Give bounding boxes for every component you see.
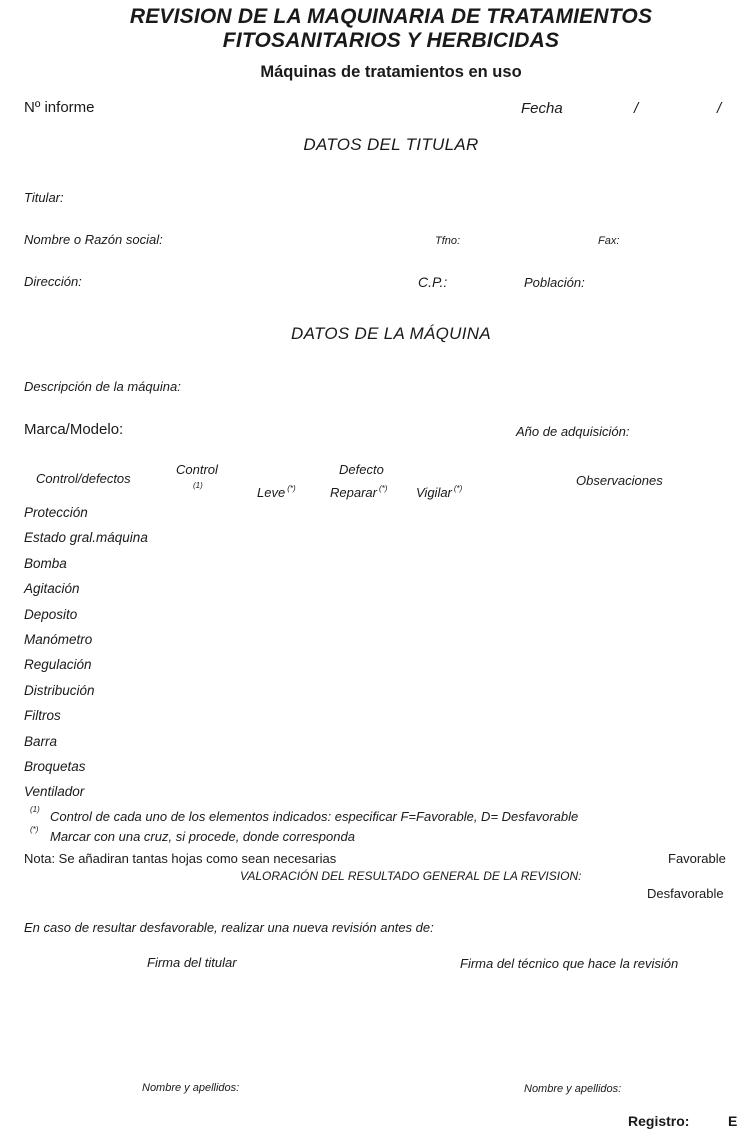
- column-defecto: Defecto: [339, 462, 384, 477]
- column-observaciones: Observaciones: [576, 473, 663, 488]
- desfavorable-option: Desfavorable: [647, 886, 724, 901]
- column-reparar: Reparar (*): [330, 484, 388, 500]
- registro-value: E: [728, 1113, 738, 1129]
- valoracion-label: VALORACIÓN DEL RESULTADO GENERAL DE LA REVISION:: [240, 869, 582, 883]
- list-item: Distribución: [24, 683, 95, 698]
- note2-mark: (*): [30, 825, 39, 834]
- column-control: Control: [176, 462, 218, 477]
- note1-mark: (1): [30, 805, 40, 814]
- document-title-line1: REVISION DE LA MAQUINARIA DE TRATAMIENTOS: [129, 5, 653, 28]
- firma-tecnico-label: Firma del técnico que hace la revisión: [460, 956, 679, 971]
- column-vigilar: Vigilar (*): [416, 484, 463, 500]
- nueva-revision-label: En caso de resultar desfavorable, realizar una nueva revisión antes de:: [24, 920, 434, 935]
- maquina-section-heading: DATOS DE LA MÁQUINA: [291, 324, 491, 343]
- list-item: Ventilador: [24, 784, 85, 799]
- date-separator: /: [717, 100, 722, 117]
- list-item: Barra: [24, 734, 58, 749]
- column-control-note: (1): [193, 481, 203, 490]
- favorable-option: Favorable: [668, 851, 726, 866]
- poblacion-label: Población:: [524, 275, 585, 290]
- list-item: Protección: [24, 505, 88, 520]
- list-item: Broquetas: [24, 759, 86, 774]
- nombre-tecnico-label: Nombre y apellidos:: [524, 1083, 622, 1095]
- cp-label: C.P.:: [418, 274, 448, 290]
- list-item: Filtros: [24, 708, 61, 723]
- fecha-label: Fecha: [521, 100, 563, 117]
- direccion-label: Dirección:: [24, 274, 82, 289]
- list-item: Deposito: [24, 607, 78, 622]
- nota-text: Nota: Se añadiran tantas hojas como sean necesarias: [24, 851, 337, 866]
- document-subtitle: Máquinas de tratamientos en uso: [260, 63, 522, 81]
- note2-text: Marcar con una cruz, si procede, donde corresponda: [50, 829, 355, 844]
- titular-section-heading: DATOS DEL TITULAR: [303, 135, 479, 154]
- list-item: Estado gral.máquina: [24, 530, 148, 545]
- column-control-defectos: Control/defectos: [36, 471, 131, 486]
- date-separator: /: [634, 100, 639, 117]
- marca-modelo-label: Marca/Modelo:: [24, 421, 124, 438]
- firma-titular-label: Firma del titular: [147, 955, 237, 970]
- document-title-line2: FITOSANITARIOS Y HERBICIDAS: [222, 29, 560, 52]
- tfno-label: Tfno:: [435, 235, 461, 247]
- note1-text: Control de cada uno de los elementos indicados: especificar F=Favorable, D= Desfavorable: [50, 809, 579, 824]
- anio-adquisicion-label: Año de adquisición:: [516, 424, 630, 439]
- column-leve: Leve (*): [257, 484, 296, 500]
- descripcion-label: Descripción de la máquina:: [24, 379, 181, 394]
- nombre-titular-label: Nombre y apellidos:: [142, 1082, 240, 1094]
- list-item: Agitación: [24, 581, 80, 596]
- informe-label: Nº informe: [24, 99, 95, 116]
- fax-label: Fax:: [598, 235, 620, 247]
- nombre-label: Nombre o Razón social:: [24, 232, 163, 247]
- list-item: Manómetro: [24, 632, 93, 647]
- titular-label: Titular:: [24, 190, 64, 205]
- list-item: Bomba: [24, 556, 67, 571]
- list-item: Regulación: [24, 657, 92, 672]
- registro-label: Registro:: [628, 1113, 690, 1129]
